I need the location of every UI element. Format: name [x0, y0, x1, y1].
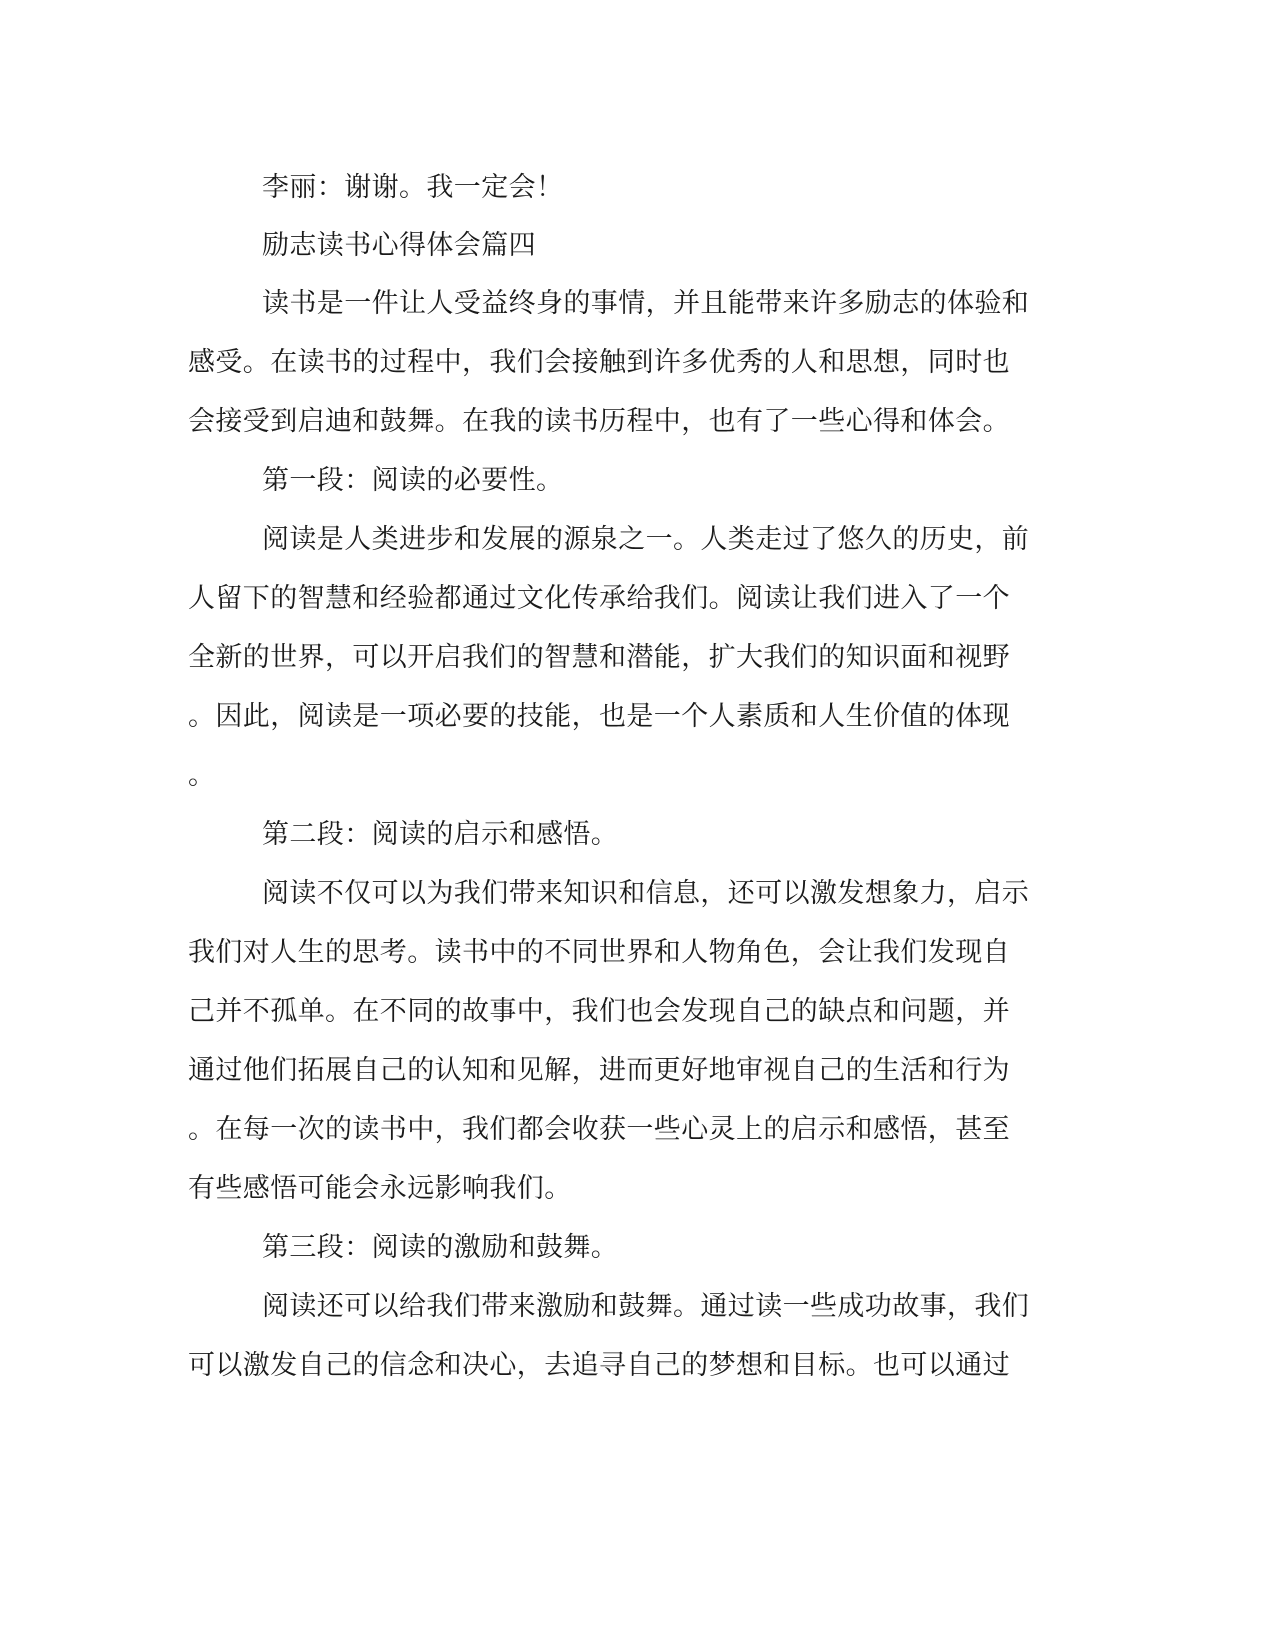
paragraph-line: 阅读还可以给我们带来激励和鼓舞。通过读一些成功故事，我们	[262, 1291, 1030, 1322]
paragraph-line: 。	[188, 760, 216, 791]
paragraph-line: 我们对人生的思考。读书中的不同世界和人物角色，会让我们发现自	[188, 937, 1010, 968]
dialogue-line: 李丽：谢谢。我一定会！	[262, 172, 564, 203]
subheading: 第三段：阅读的激励和鼓舞。	[262, 1232, 619, 1263]
section-heading: 励志读书心得体会篇四	[262, 230, 536, 261]
paragraph-line: 。因此，阅读是一项必要的技能，也是一个人素质和人生价值的体现	[188, 701, 1010, 732]
paragraph-line: 阅读不仅可以为我们带来知识和信息，还可以激发想象力，启示	[262, 878, 1030, 909]
paragraph-line: 己并不孤单。在不同的故事中，我们也会发现自己的缺点和问题，并	[188, 996, 1010, 1027]
paragraph-line: 可以激发自己的信念和决心，去追寻自己的梦想和目标。也可以通过	[188, 1350, 1010, 1381]
paragraph-line: 人留下的智慧和经验都通过文化传承给我们。阅读让我们进入了一个	[188, 583, 1010, 614]
paragraph-line: 通过他们拓展自己的认知和见解，进而更好地审视自己的生活和行为	[188, 1055, 1010, 1086]
subheading: 第二段：阅读的启示和感悟。	[262, 819, 619, 850]
paragraph-line: 阅读是人类进步和发展的源泉之一。人类走过了悠久的历史，前	[262, 524, 1030, 555]
subheading: 第一段：阅读的必要性。	[262, 465, 564, 496]
paragraph-line: 全新的世界，可以开启我们的智慧和潜能，扩大我们的知识面和视野	[188, 642, 1010, 673]
paragraph-line: 会接受到启迪和鼓舞。在我的读书历程中，也有了一些心得和体会。	[188, 406, 1010, 437]
paragraph-line: 有些感悟可能会永远影响我们。	[188, 1173, 572, 1204]
paragraph-line: 。在每一次的读书中，我们都会收获一些心灵上的启示和感悟，甚至	[188, 1114, 1010, 1145]
paragraph-line: 感受。在读书的过程中，我们会接触到许多优秀的人和思想，同时也	[188, 347, 1010, 378]
paragraph-line: 读书是一件让人受益终身的事情，并且能带来许多励志的体验和	[262, 288, 1030, 319]
